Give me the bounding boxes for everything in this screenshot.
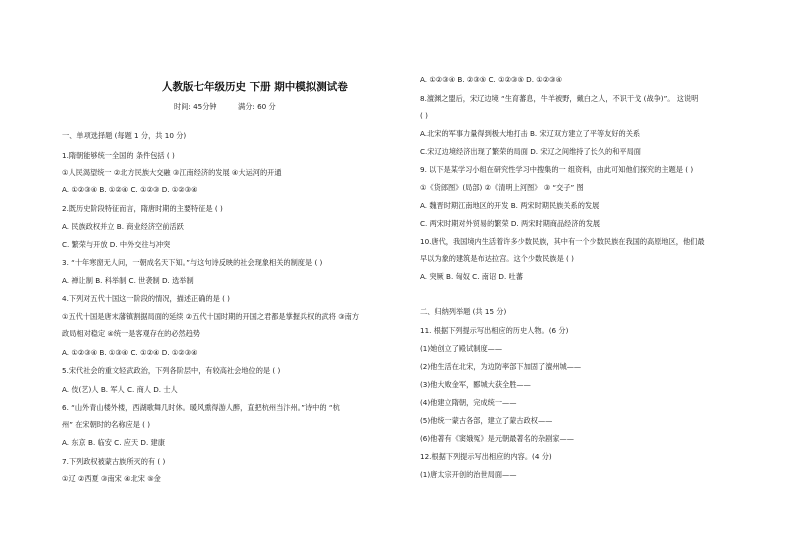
question-line: (1)她创立了殿试制度—— [420,344,503,353]
question-line: C. 繁荣与开放 D. 中外交往与冲突 [62,240,171,249]
question-line: A. ①②③④ B. ①②④ C. ①②③ D. ①②③④ [62,185,198,194]
question-line: 2.既历史阶段特征而言，隋唐时期的主要特征是 ( ) [62,204,223,213]
question-line: ①人民渴望统一 ②北方民族大交融 ③江南经济的发展 ④大运河的开通 [62,168,282,177]
question-line: A. 伎(艺)人 B. 军人 C. 商人 D. 士人 [62,385,178,394]
question-line: ( ) [420,111,428,120]
time-label: 时间: 45分钟 [174,102,217,111]
question-line: 7.下列政权被蒙古族所灭的有 ( ) [62,457,166,466]
question-line: C. 两宋时期对外贸易的繁荣 D. 两宋时期商品经济的发展 [420,219,601,228]
question-line: 9. 以下是某学习小组在研究性学习中搜集的一 组资料，由此可知他们探究的主题是 ( ) [420,165,694,174]
question-line: ①《货郎图》(局部) ②《清明上河图》 ③ “交子” 图 [420,183,584,192]
question-line: C.宋辽边境经济出现了繁荣的局面 D. 宋辽之间维持了长久的和平局面 [420,147,641,156]
page-title: 人教版七年级历史 下册 期中模拟测试卷 [162,81,348,93]
question-line: 4.下列对五代十国这一阶段的情况，描述正确的是 ( ) [62,294,230,303]
question-line: (2)他生活在北宋，为边防率部下加固了澶州城—— [420,362,582,371]
question-line: 8.澶渊之盟后，宋辽边境 “生育蕃息，牛羊被野，戴白之人，不识干戈 (战争)”。 这说明 [420,94,699,103]
question-line: 12.根据下列提示写出相应的内容。(4 分) [420,452,552,461]
question-line: 1.隋朝能够统一全国的 条件包括 ( ) [62,151,175,160]
question-line: A. 魏晋时期江南地区的开发 B. 两宋时期民族关系的发展 [420,201,600,210]
question-line: (5)他统一蒙古各部，建立了蒙古政权—— [420,416,553,425]
question-line: 州” 在宋朝时的名称应是 ( ) [62,420,151,429]
score-label: 满分: 60 分 [238,102,276,111]
question-line: 政局相对稳定 ④统一是客观存在的必然趋势 [62,329,201,338]
question-line: 6. “山外青山楼外楼，西湖歌舞几时休。暖风熏得游人醉，直把杭州当汴州。”诗中的 “杭 [62,403,340,412]
section1-heading: 一、单项选择题 (每题 1 分，共 10 分) [62,131,187,140]
question-line: (6)他著有《窦娥冤》是元朝最著名的杂剧家—— [420,434,574,443]
question-line: ①五代十国是唐末藩镇割据局面的延续 ②五代十国时期的开国之君都是掌握兵权的武将 ③南方 [62,312,360,321]
question-line: 10.唐代，我国境内生活着许多少数民族，其中有一个少数民族在我国的高原地区，他们最 [420,237,705,246]
question-line: A.北宋的军事力量得到极大地打击 B. 宋辽双方建立了平等友好的关系 [420,129,641,138]
question-line: 早以为象的建筑是布达拉宫。这个少数民族是 ( ) [420,254,574,263]
question-line: 5.宋代社会的重文轻武政治，下列各阶层中，有较高社会地位的是 ( ) [62,366,281,375]
question-line: 11. 根据下列提示写出相应的历史人物。(6 分) [420,326,569,335]
question-line: A. 突厥 B. 匈奴 C. 南诏 D. 吐蕃 [420,272,523,281]
section2-heading: 二、归纳列举题 (共 15 分) [420,307,507,316]
question-line: (4)他建立隋朝，完成统一—— [420,398,517,407]
question-line: A. 东京 B. 临安 C. 应天 D. 建康 [62,438,165,447]
question-line: (3)他大败金军，郾城大获全胜—— [420,380,531,389]
question-line: ①辽 ②西夏 ③南宋 ④北宋 ⑤金 [62,474,161,483]
question-line: A. 民族政权并立 B. 商业经济空前活跃 [62,222,184,231]
question-line: (1)唐太宗开创的治世局面—— [420,470,517,479]
question-line: 3. “十年寒窗无人问，一朝成名天下知。”与这句诗反映的社会现象相关的制度是 ( ) [62,258,323,267]
question-line: A. 禅让制 B. 科举制 C. 世袭制 D. 选举制 [62,276,194,285]
question-line: A. ①②③④ B. ②③⑤ C. ①②③⑤ D. ①②③④ [420,75,563,84]
question-line: A. ①②③④ B. ①③④ C. ①②④ D. ①②③④ [62,348,198,357]
